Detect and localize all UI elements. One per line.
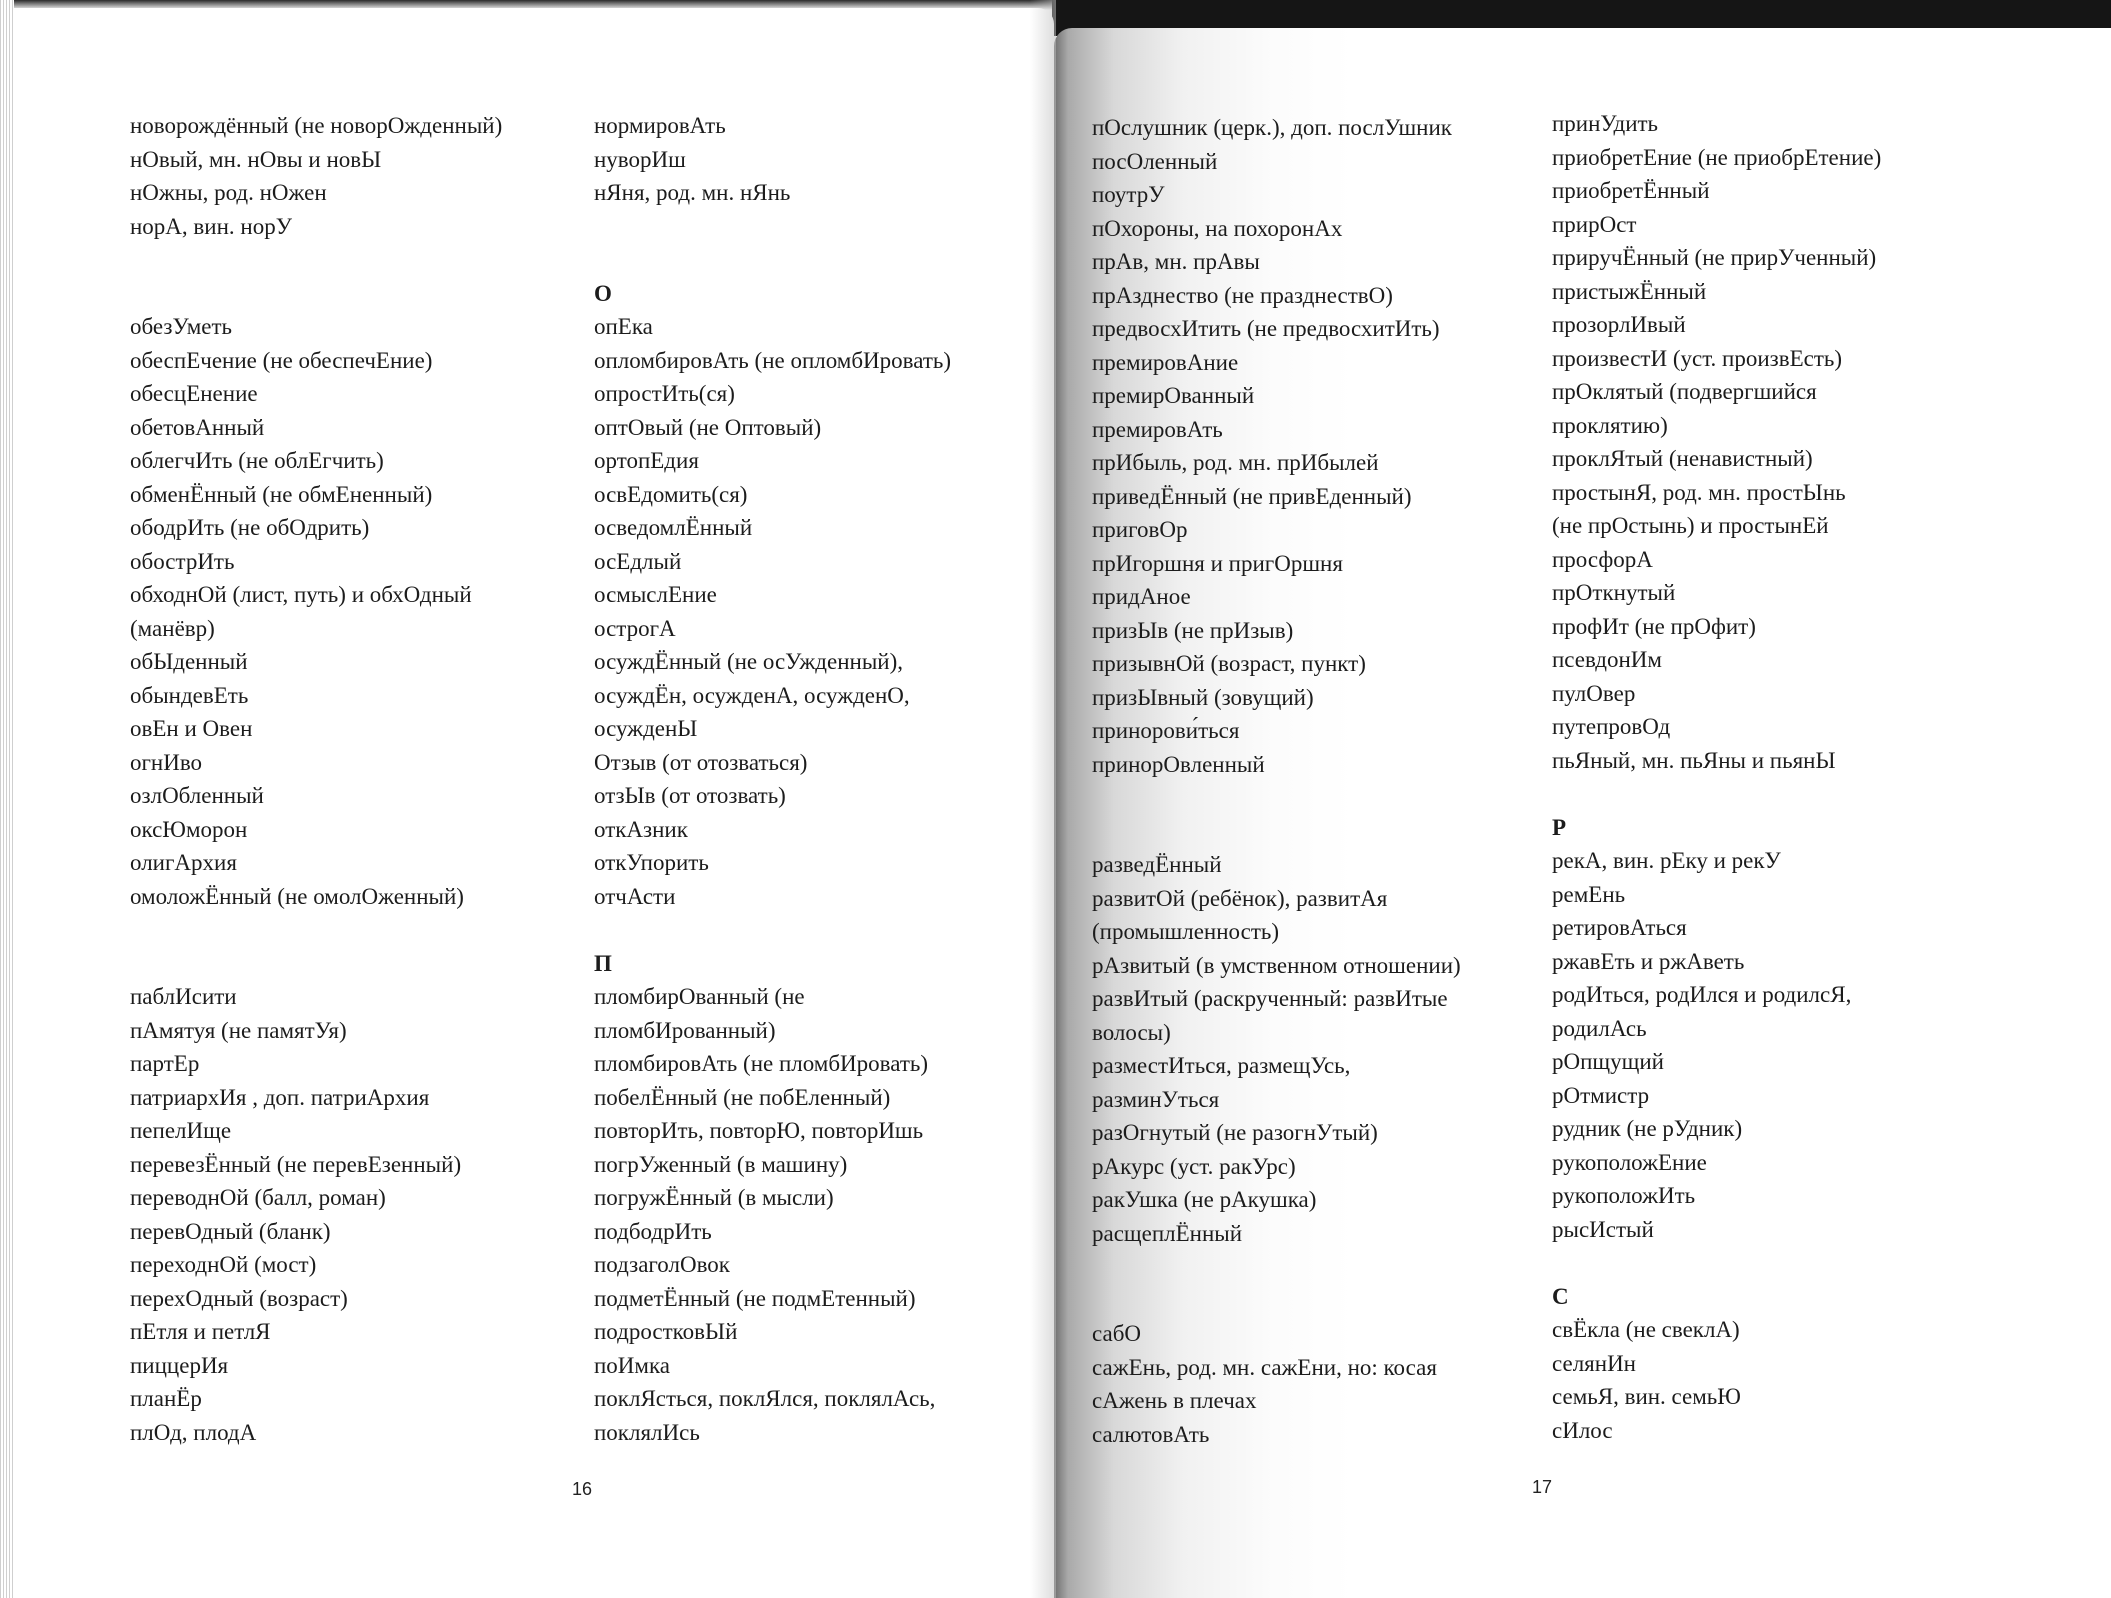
dictionary-entry: посОленный (1092, 148, 1218, 174)
dictionary-entry: подметЁнный (не подмЕтенный) (594, 1285, 916, 1311)
dictionary-entry: сабО (1092, 1321, 1142, 1346)
dictionary-entry: овЕн и Овен (130, 716, 253, 741)
section-letter: О (594, 280, 612, 306)
dictionary-entry: премирОванный (1092, 383, 1255, 408)
dictionary-entry: путепровОд (1552, 714, 1671, 739)
dictionary-entry: рАкурс (уст. ракУрс) (1092, 1153, 1296, 1179)
dictionary-entry: огнИво (130, 749, 203, 775)
dictionary-entry: премировАть (1092, 416, 1223, 442)
dictionary-entry: разминУться (1092, 1086, 1220, 1112)
dictionary-entry: пломбИрованный) (594, 1017, 776, 1043)
dictionary-entry: оптОвый (не Оптовый) (594, 414, 822, 440)
dictionary-entry: приобретЁнный (1552, 178, 1710, 203)
dictionary-entry: перевезЁнный (не перевЕзенный) (130, 1151, 462, 1177)
dictionary-entry: переводнОй (балл, роман) (130, 1185, 386, 1210)
dictionary-entry: пристыжЁнный (1552, 278, 1707, 304)
dictionary-entry: рукоположЕние (1552, 1149, 1707, 1175)
dictionary-entry: родилАсь (1552, 1015, 1647, 1041)
dictionary-entry: (манёвр) (130, 615, 215, 641)
dictionary-entry: откУпорить (594, 850, 709, 875)
dictionary-entry: приручЁнный (не прирУченный) (1552, 245, 1877, 270)
dictionary-entry: просфорА (1552, 546, 1653, 572)
dictionary-entry: пиццерИя (130, 1352, 229, 1378)
dictionary-entry: разОгнутый (не разогнУтый) (1092, 1120, 1378, 1145)
section-letter: Р (1552, 814, 1567, 840)
dictionary-entry: проклятию) (1552, 412, 1668, 438)
dictionary-entry: принорови́ться (1092, 718, 1240, 743)
blank-line (1552, 1246, 1881, 1280)
blank-line (1092, 1284, 1461, 1318)
dictionary-entry: прозорлИвый (1552, 312, 1686, 337)
dictionary-entry: подзаголОвок (594, 1252, 730, 1277)
dictionary-entry: поклялИсь (594, 1419, 700, 1445)
dictionary-entry: принорОвленный (1092, 751, 1265, 777)
blank-line (130, 947, 502, 981)
dictionary-entry: рАзвитый (в умственном отношении) (1092, 952, 1461, 978)
dictionary-entry: пломбирОванный (не (594, 984, 805, 1009)
dictionary-entry: обменЁнный (не обмЕненный) (130, 481, 433, 507)
dictionary-entry: нОвый, мн. нОвы и новЫ (130, 146, 382, 172)
dictionary-entry: опростИть(ся) (594, 381, 735, 406)
dictionary-entry: родИться, родИлся и родилсЯ, (1552, 982, 1852, 1007)
dictionary-entry: перехОдный (возраст) (130, 1285, 348, 1311)
dictionary-entry: озлОбленный (130, 783, 264, 808)
dictionary-entry: обострИть (130, 548, 235, 574)
dictionary-entry: откАзник (594, 816, 688, 842)
dictionary-entry: погружЁнный (в мысли) (594, 1185, 834, 1210)
dictionary-entry: пОхороны, на похоронАх (1092, 215, 1343, 241)
dictionary-entry: острогА (594, 615, 676, 641)
left-page-column-1 (130, 109, 502, 1449)
dictionary-entry: отзЫв (от отозвать) (594, 783, 786, 808)
dictionary-entry: сажЕнь, род. мн. сажЕни, но: косая (1092, 1354, 1437, 1380)
dictionary-entry: расщеплЁнный (1092, 1220, 1243, 1246)
dictionary-entry: обезУметь (130, 314, 233, 339)
left-binding-edge (0, 0, 14, 1598)
dictionary-entry: переходнОй (мост) (130, 1252, 317, 1277)
dictionary-entry: селянИн (1552, 1350, 1636, 1376)
dictionary-entry: побелЁнный (не побЕленный) (594, 1084, 891, 1110)
dictionary-entry: облегчИть (не облЕгчить) (130, 448, 384, 473)
dictionary-entry: приведЁнный (не привЕденный) (1092, 483, 1412, 509)
dictionary-entry: перевОдный (бланк) (130, 1218, 331, 1244)
dictionary-entry: обындевЕть (130, 682, 249, 708)
dictionary-entry: опломбировАть (не опломбИровать) (594, 347, 952, 373)
dictionary-entry: сАжень в плечах (1092, 1388, 1257, 1413)
dictionary-entry: оксЮморон (130, 816, 248, 842)
dictionary-entry: развИтый (раскрученный: развИтые (1092, 986, 1448, 1011)
dictionary-entry: проклЯтый (ненавистный) (1552, 446, 1813, 471)
dictionary-entry: патриархИя , доп. патриАрхия (130, 1084, 430, 1110)
dictionary-entry: принУдить (1552, 111, 1659, 136)
dictionary-entry: прАв, мн. прАвы (1092, 249, 1260, 274)
blank-line (130, 243, 502, 277)
dictionary-entry: омоложЁнный (не омолОженный) (130, 883, 464, 909)
dictionary-entry: свЁкла (не свеклА) (1552, 1317, 1740, 1342)
dictionary-entry: предвосхИтить (не предвосхитИть) (1092, 316, 1440, 341)
dictionary-entry: партЕр (130, 1051, 200, 1076)
section-letter: С (1552, 1283, 1569, 1309)
dictionary-entry: волосы) (1092, 1019, 1171, 1045)
dictionary-entry: нЯня, род. мн. нЯнь (594, 180, 791, 205)
dictionary-entry: подбодрИть (594, 1218, 712, 1244)
gutter-shadow (1030, 0, 1056, 1598)
dictionary-entry: рОтмистр (1552, 1082, 1650, 1108)
dictionary-entry: (промышленность) (1092, 919, 1280, 944)
dictionary-entry: осуждЁн, осужденА, осужденО, (594, 682, 910, 708)
dictionary-entry: ржавЕть и ржАветь (1552, 948, 1745, 974)
dictionary-entry: прирОст (1552, 211, 1637, 237)
dictionary-entry: прОклятый (подвергшийся (1552, 379, 1817, 404)
dictionary-entry: призЫвный (зовущий) (1092, 684, 1314, 710)
dictionary-entry: норА, вин. норУ (130, 213, 292, 239)
dictionary-entry: повторИть, повторЮ, повторИшь (594, 1118, 924, 1143)
dictionary-entry: призЫв (не прИзыв) (1092, 617, 1294, 643)
dictionary-entry: осужденЫ (594, 716, 698, 741)
dictionary-entry: произвестИ (уст. произвЕсть) (1552, 345, 1843, 371)
dictionary-entry: ортопЕдия (594, 448, 699, 473)
page-number-right: 17 (1532, 1477, 1553, 1497)
dictionary-entry: придАное (1092, 584, 1191, 609)
dictionary-entry: разведЁнный (1092, 852, 1222, 877)
dictionary-entry: приговОр (1092, 517, 1188, 542)
dictionary-entry: разместИться, размещУсь, (1092, 1053, 1351, 1078)
dictionary-entry: прИбыль, род. мн. прИбылей (1092, 450, 1379, 475)
dictionary-entry: ретировАться (1552, 915, 1687, 940)
dictionary-entry: рудник (не рУдник) (1552, 1116, 1743, 1141)
dictionary-entry: приобретЕние (не приобрЕтение) (1552, 144, 1882, 170)
dictionary-entry: поИмка (594, 1352, 671, 1378)
dictionary-entry: нормировАть (594, 113, 726, 138)
blank-line (594, 913, 951, 947)
left-page-column-2 (594, 109, 951, 1449)
dictionary-entry: поклЯсться, поклЯлся, поклялАсь, (594, 1386, 936, 1411)
dictionary-entry: осмыслЕние (594, 582, 717, 607)
dictionary-entry: нуворИш (594, 146, 686, 172)
dictionary-entry: освЕдомить(ся) (594, 481, 748, 507)
blank-line (594, 243, 951, 277)
dictionary-entry: плОд, плодА (130, 1419, 257, 1445)
dictionary-entry: погрУженный (в машину) (594, 1151, 848, 1177)
dictionary-entry: обЫденный (130, 649, 248, 674)
dictionary-entry: пАмятуя (не памятУя) (130, 1017, 347, 1043)
dictionary-entry: обесцЕнение (130, 381, 258, 406)
dictionary-entry: пулОвер (1552, 680, 1636, 706)
dictionary-entry: развитОй (ребёнок), развитАя (1092, 885, 1388, 911)
dictionary-entry: (не прОстынь) и простынЕй (1552, 513, 1829, 538)
dictionary-entry: нОжны, род. нОжен (130, 180, 327, 205)
dictionary-entry: псевдонИм (1552, 647, 1662, 672)
dictionary-entry: опЕка (594, 314, 653, 339)
dictionary-entry: прОткнутый (1552, 580, 1676, 605)
dictionary-entry: ободрИть (не обОдрить) (130, 515, 370, 540)
dictionary-entry: семьЯ, вин. семьЮ (1552, 1384, 1741, 1409)
dictionary-entry: рОпщущий (1552, 1049, 1664, 1074)
dictionary-entry: планЁр (130, 1386, 202, 1411)
blank-line (130, 277, 502, 311)
blank-line (1092, 1250, 1461, 1284)
dictionary-entry: осуждЁнный (не осУжденный), (594, 649, 904, 674)
dictionary-entry: пепелИще (130, 1118, 232, 1143)
dictionary-entry: олигАрхия (130, 850, 237, 875)
dictionary-entry: паблИсити (130, 984, 237, 1009)
dictionary-entry: осЕдлый (594, 548, 682, 574)
blank-line (130, 913, 502, 947)
right-page-column-1 (1092, 111, 1461, 1451)
dictionary-entry: рукоположИть (1552, 1183, 1696, 1208)
dictionary-entry: отчАсти (594, 883, 676, 909)
blank-line (594, 210, 951, 244)
dictionary-entry: поутрУ (1092, 182, 1165, 207)
right-page-column-2 (1552, 107, 1881, 1447)
dictionary-entry: салютовАть (1092, 1421, 1210, 1447)
dictionary-entry: пьЯный, мн. пьЯны и пьянЫ (1552, 747, 1836, 773)
dictionary-entry: простынЯ, род. мн. простЫнь (1552, 479, 1846, 505)
page-number-left: 16 (572, 1479, 593, 1499)
dictionary-entry: обходнОй (лист, путь) и обхОдный (130, 582, 472, 607)
section-letter: П (594, 950, 612, 976)
dictionary-entry: призывнОй (возраст, пункт) (1092, 651, 1366, 676)
blank-line (1092, 781, 1461, 815)
dictionary-entry: новорождённый (не новорОжденный) (130, 113, 503, 138)
dictionary-entry: рысИстый (1552, 1216, 1654, 1242)
dictionary-entry: пОслушник (церк.), доп. послУшник (1092, 115, 1452, 140)
dictionary-entry: обеспЕчение (не обеспечЕние) (130, 347, 433, 373)
dictionary-entry: Отзыв (от отозваться) (594, 749, 808, 775)
dictionary-entry: профИт (не прОфит) (1552, 613, 1756, 639)
dictionary-entry: ракУшка (не рАкушка) (1092, 1187, 1317, 1212)
dictionary-entry: прИгоршня и пригОршня (1092, 550, 1343, 576)
blank-line (1092, 815, 1461, 849)
dictionary-entry: ремЕнь (1552, 881, 1626, 907)
dictionary-entry: рекА, вин. рЕку и рекУ (1552, 848, 1781, 873)
dictionary-entry: подростковЫй (594, 1319, 738, 1344)
dictionary-entry: обетовАнный (130, 414, 265, 440)
dictionary-entry: пломбировАть (не пломбИровать) (594, 1051, 929, 1076)
blank-line (1552, 777, 1881, 811)
dictionary-entry: пЕтля и петлЯ (130, 1319, 271, 1344)
dictionary-entry: сИлос (1552, 1417, 1613, 1443)
dictionary-entry: прАзднество (не празднествО) (1092, 282, 1393, 308)
dictionary-entry: осведомлЁнный (594, 515, 753, 540)
dictionary-entry: премировАние (1092, 349, 1239, 375)
